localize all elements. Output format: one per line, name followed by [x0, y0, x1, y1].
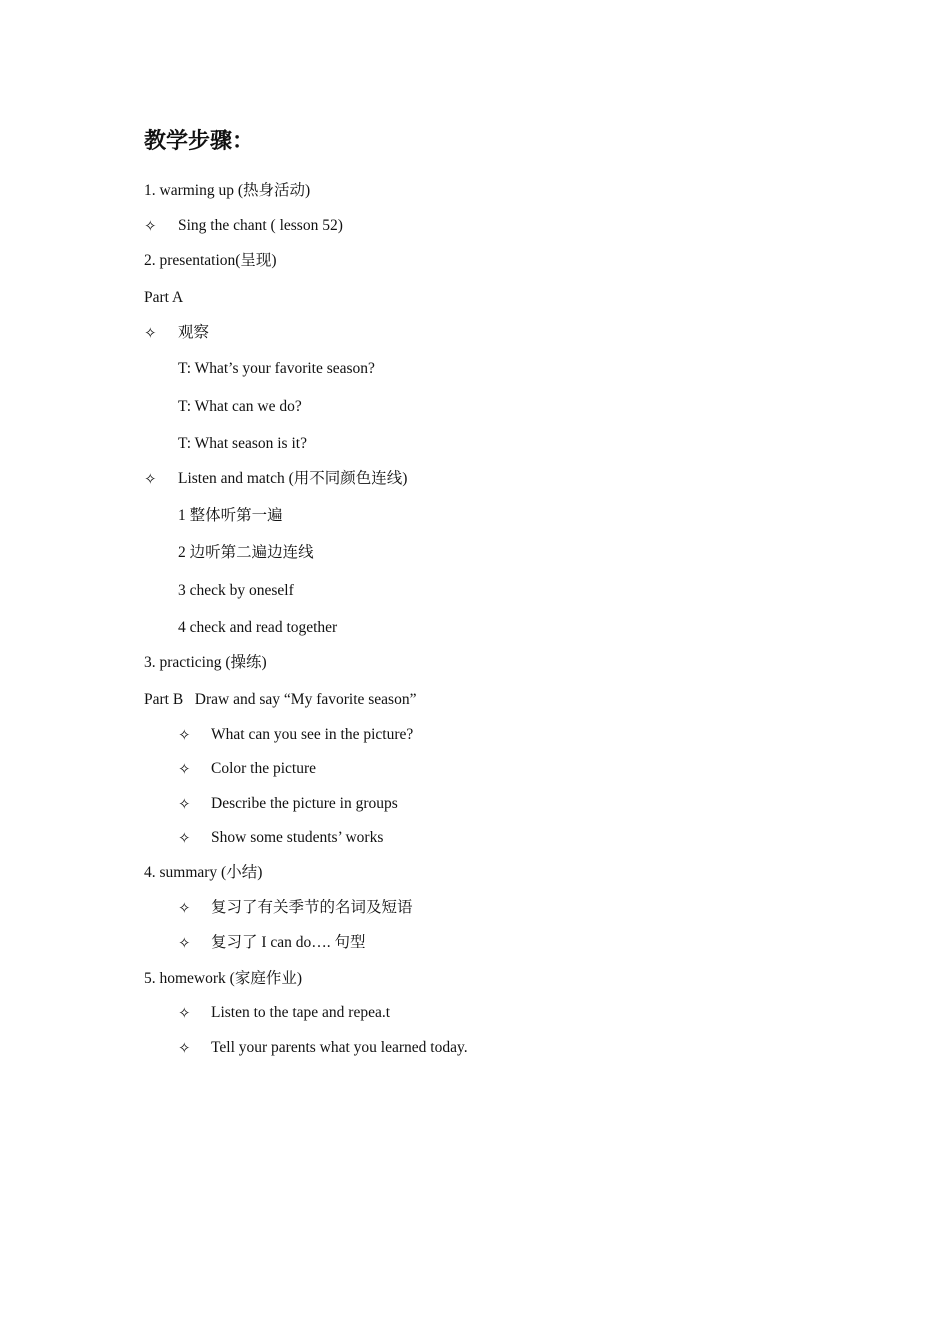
question-item: T: What season is it? [178, 435, 307, 452]
observe-label: 观察 [178, 324, 210, 341]
step-item: 4 check and read together [178, 619, 338, 636]
section-heading-warming-up: 1. warming up (热身活动) [144, 182, 311, 199]
list-item: Show some students’ works [211, 829, 384, 846]
listen-and-match-label: Listen and match (用不同颜色连线) [178, 470, 408, 487]
list-item: Describe the picture in groups [211, 795, 398, 812]
question-item: T: What’s your favorite season? [178, 360, 375, 377]
step-item: 3 check by oneself [178, 582, 294, 599]
white-four-pointed-star-icon: ✧ [144, 470, 157, 488]
white-four-pointed-star-icon: ✧ [144, 217, 157, 235]
white-four-pointed-star-icon: ✧ [178, 795, 191, 813]
white-four-pointed-star-icon: ✧ [178, 726, 191, 744]
white-four-pointed-star-icon: ✧ [178, 934, 191, 952]
page-title: 教学步骤： [144, 128, 255, 153]
question-item: T: What can we do? [178, 398, 302, 415]
section-heading-practicing: 3. practicing (操练) [144, 654, 267, 671]
list-item: 复习了 I can do…. 句型 [211, 934, 366, 951]
part-a-label: Part A [144, 289, 184, 306]
list-item: Listen to the tape and repea.t [211, 1004, 391, 1021]
white-four-pointed-star-icon: ✧ [144, 324, 157, 342]
white-four-pointed-star-icon: ✧ [178, 829, 191, 847]
list-item: Tell your parents what you learned today. [211, 1039, 468, 1056]
list-item: What can you see in the picture? [211, 726, 414, 743]
part-b-label: Part B Draw and say “My favorite season” [144, 691, 417, 708]
step-item: 1 整体听第一遍 [178, 507, 283, 524]
white-four-pointed-star-icon: ✧ [178, 899, 191, 917]
section-heading-summary: 4. summary (小结) [144, 864, 263, 881]
list-item: Sing the chant ( lesson 52) [178, 217, 343, 234]
list-item: 复习了有关季节的名词及短语 [211, 899, 413, 916]
step-item: 2 边听第二遍边连线 [178, 544, 314, 561]
white-four-pointed-star-icon: ✧ [178, 1004, 191, 1022]
section-heading-presentation: 2. presentation(呈现) [144, 252, 277, 269]
white-four-pointed-star-icon: ✧ [178, 760, 191, 778]
white-four-pointed-star-icon: ✧ [178, 1039, 191, 1057]
list-item: Color the picture [211, 760, 317, 777]
section-heading-homework: 5. homework (家庭作业) [144, 970, 302, 987]
